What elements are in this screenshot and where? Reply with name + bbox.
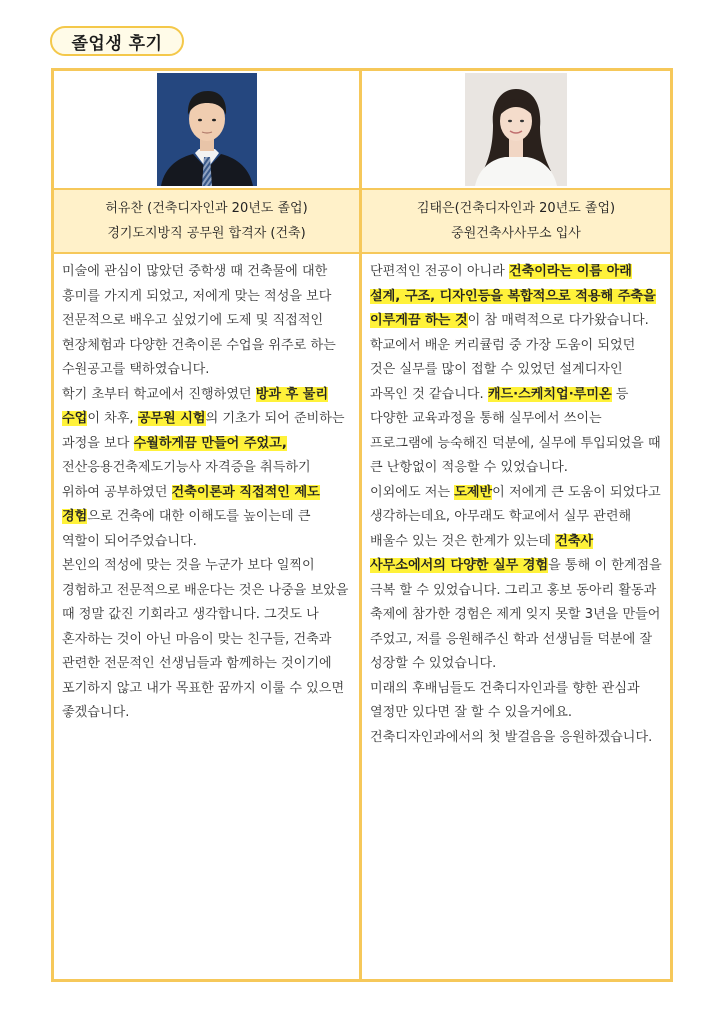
text-run: 으로 건축에 대한 이해도를 높이는데 큰 역할이 되어주었습니다. <box>62 509 311 549</box>
text-run: 학기 초부터 학교에서 진행하였던 <box>62 386 256 402</box>
testimonial-paragraph <box>370 481 662 677</box>
photo-cell-left <box>54 71 362 188</box>
text-run: 이 차후, <box>87 411 138 426</box>
graduate-photo-woman <box>465 73 567 186</box>
graduate-name-line: 김태은(건축디자인과 20년도 졸업) <box>416 201 616 216</box>
highlighted-phrase: 건축사 사무소에서의 다양한 실무 경험 <box>370 533 594 573</box>
text-run: 이 참 매력적으로 다가왔습니다. <box>467 313 649 328</box>
text-run: 학교에서 배운 커리큘럼 중 가장 도움이 되었던 것은 실무를 많이 접할 수 있었던 설계디자인 과목인 것 같습니다. <box>370 337 636 402</box>
highlighted-phrase: 수월하게끔 만들어 주었고, <box>133 435 287 451</box>
text-run: 미술에 관심이 많았던 중학생 때 건축물에 대한 흥미를 가지게 되었고, 저에게 맞는 적성을 보다 전문적으로 배우고 싶었기에 도제 및 직접적인 현장체험과 다양한 건축이론 수업을 위주로 하는 수원공고를 택하였습니다. <box>62 264 336 377</box>
text-run: 이외에도 저는 <box>370 484 455 500</box>
text-run: 등 다양한 교육과정을 통해 실무에서 쓰이는 프로그램에 능숙해진 덕분에, 실무에 투입되었을 때 큰 난항없이 적응할 수 있었습니다. <box>370 386 661 475</box>
graduate-role-line: 중원건축사사무소 입사 <box>451 226 581 241</box>
testimonial-text-left <box>54 254 362 979</box>
testimonial-paragraph <box>370 260 662 334</box>
graduate-role-line: 경기도지방직 공무원 합격자 (건축) <box>107 226 306 241</box>
text-run: 의 기초가 되어 준비하는 과정을 보다 <box>62 411 345 451</box>
highlighted-phrase: 건축이라는 이름 아래 설계, 구조, 디자인등을 복합적으로 적용해 주축을 이루게끔 하는 것 <box>370 264 656 328</box>
caption-right <box>362 188 670 254</box>
caption-left <box>54 188 362 254</box>
testimonial-paragraph <box>62 383 351 555</box>
highlighted-phrase: 공무원 시험 <box>137 411 206 426</box>
testimonial-text-right <box>362 254 670 979</box>
text-run: 전산응용건축제도기능사 자격증을 취득하기 위하여 공부하였던 <box>62 460 311 500</box>
text-run: 을 통해 이 한계점을 극복 할 수 있었습니다. 그리고 홍보 동아리 활동과 축제에 참가한 경험은 제게 잊지 못할 3년을 만들어 주었고, 저를 응원해주신 학과 선생님들 덕분에 잘 성장할 수 있었습니다. <box>370 558 662 671</box>
testimonial-table <box>51 68 673 982</box>
highlighted-phrase: 방과 후 물리 수업 <box>62 386 329 426</box>
testimonial-paragraph <box>62 554 351 726</box>
graduate-name-line: 허유찬 (건축디자인과 20년도 졸업) <box>105 201 308 216</box>
text-run: 단편적인 전공이 아니라 <box>370 264 509 279</box>
text-run: 본인의 적성에 맞는 것을 누군가 보다 일찍이 경험하고 전문적으로 배운다는 것은 나중을 보았을 때 정말 값진 기회라고 생각합니다. 그것도 나 혼자하는 것이 아닌 마음이 맞는 친구들, 건축과 관련한 전문적인 선생님들과 함께하는 것이기에 포기하지 않고 내가 목표한 꿈까지 이룰 수 있으면 좋겠습니다. <box>62 558 349 720</box>
testimonial-paragraph <box>370 334 662 481</box>
highlighted-phrase: 도제반 <box>454 484 493 500</box>
text-run: 미래의 후배님들도 건축디자인과를 향한 관심과 열정만 있다면 잘 할 수 있을거에요. 건축디자인과에서의 첫 발걸음을 응원하겠습니다. <box>370 680 653 745</box>
text-run: 이 저에게 큰 도움이 되었다고 생각하는데요, 아무래도 학교에서 실무 관련해 배울수 있는 것은 한계가 있는데 <box>370 484 661 549</box>
highlighted-phrase: 건축이론과 직접적인 제도 경험 <box>62 484 320 524</box>
section-title: 졸업생 후기 <box>50 26 184 56</box>
testimonial-paragraph <box>370 677 662 751</box>
testimonial-paragraph <box>62 260 351 383</box>
graduate-photo-man <box>157 73 257 186</box>
photo-cell-right <box>362 71 670 188</box>
highlighted-phrase: 캐드·스케치업·루미온 <box>487 386 612 402</box>
